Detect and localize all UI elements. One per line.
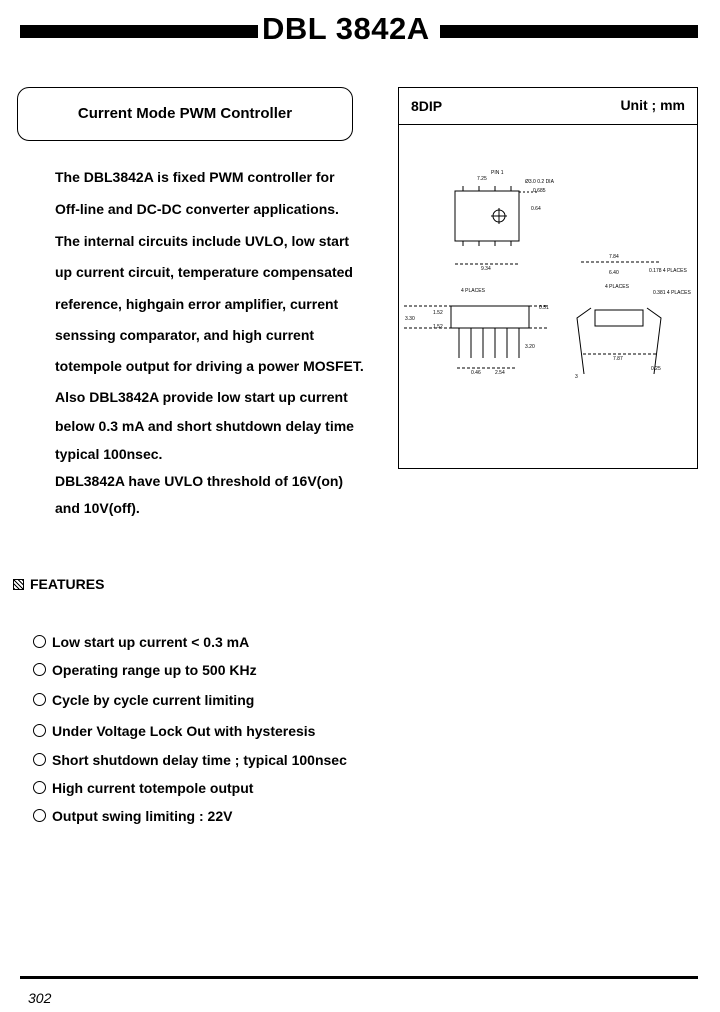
feature-item [33,780,253,796]
feature-text: Under Voltage Lock Out with hysteresis [52,723,316,739]
page-number: 302 [28,990,52,1006]
feature-text: Operating range up to 500 KHz [52,662,257,678]
dim-330: 3.30 [405,316,415,322]
feature-item [33,634,249,650]
side-view-body [451,306,529,328]
description-line: DBL3842A have UVLO threshold of 16V(on) [55,473,344,489]
dim-934: 9.34 [481,266,491,272]
feature-item [33,662,257,678]
circle-bullet-icon [33,781,46,794]
description-line: below 0.3 mA and short shutdown delay time [55,418,354,434]
subtitle-box [17,87,353,141]
subtitle: Current Mode PWM Controller [77,105,293,122]
description-line: Also DBL3842A provide low start up current [55,389,348,405]
dim-725: 7.25 [477,176,487,182]
dim-hole: Ø3.0 0.2 DIA [525,179,554,185]
dim-0685: 0.685 [533,188,546,194]
circle-bullet-icon [33,809,46,822]
dim-640: 6.40 [609,270,619,276]
end-view-body [595,310,643,326]
dim-4places-a: 4 PLACES [461,288,485,294]
description-line: totempole output for driving a power MOSFET. [55,358,364,374]
package-header [399,88,697,125]
dim-320: 3.20 [525,344,535,350]
description-line: reference, highgain error amplifier, current [55,296,339,312]
description-line: typical 100nsec. [55,446,163,462]
feature-text: High current totempole output [52,780,254,796]
feature-item [33,692,254,708]
circle-bullet-icon [33,663,46,676]
description-line: Off-line and DC-DC converter applications. [55,201,339,217]
feature-text: Low start up current < 0.3 mA [52,634,250,650]
dim-0381: 0.381 4 PLACES [653,290,691,296]
circle-bullet-icon [33,724,46,737]
feature-item [33,808,232,824]
dim-4places-b: 4 PLACES [605,284,629,290]
dim-254: 2.54 [495,370,505,376]
hatched-square-icon [13,579,24,590]
dim-3: 3 [575,374,578,380]
dim-152b: 1.52 [433,324,443,330]
feature-text: Output swing limiting : 22V [52,808,233,824]
feature-item [33,752,347,768]
dim-784: 7.84 [609,254,619,260]
header-bar-right [440,25,698,38]
features-heading [13,576,104,592]
features-heading-label: FEATURES [30,576,105,592]
dim-025: 0.25 [651,366,661,372]
description-line: and 10V(off). [55,500,140,516]
package-unit: Unit ; mm [620,97,685,113]
dim-051: 0.51 [539,305,549,311]
dim-064: 0.64 [531,206,541,212]
feature-text: Cycle by cycle current limiting [52,692,255,708]
dim-787: 7.87 [613,356,623,362]
header-bar-left [20,25,258,38]
description-line: The internal circuits include UVLO, low start [55,233,350,249]
circle-bullet-icon [33,635,46,648]
package-box [398,87,698,469]
circle-bullet-icon [33,753,46,766]
circle-bullet-icon [33,693,46,706]
description-line: senssing comparator, and high current [55,327,315,343]
description-line: up current circuit, temperature compensated [55,264,353,280]
top-view-body [455,191,519,241]
dim-046: 0.46 [471,370,481,376]
description-line: The DBL3842A is fixed PWM controller for [55,169,335,185]
feature-text: Short shutdown delay time ; typical 100nsec [52,752,347,768]
footer-rule [20,976,698,979]
package-drawing [399,124,696,468]
dim-pin1: PIN 1 [491,170,504,176]
feature-item [33,723,315,739]
page-title: DBL 3842A [262,11,430,46]
package-name: 8DIP [411,98,443,114]
dim-0178: 0.178 4 PLACES [649,268,687,274]
dim-152a: 1.52 [433,310,443,316]
